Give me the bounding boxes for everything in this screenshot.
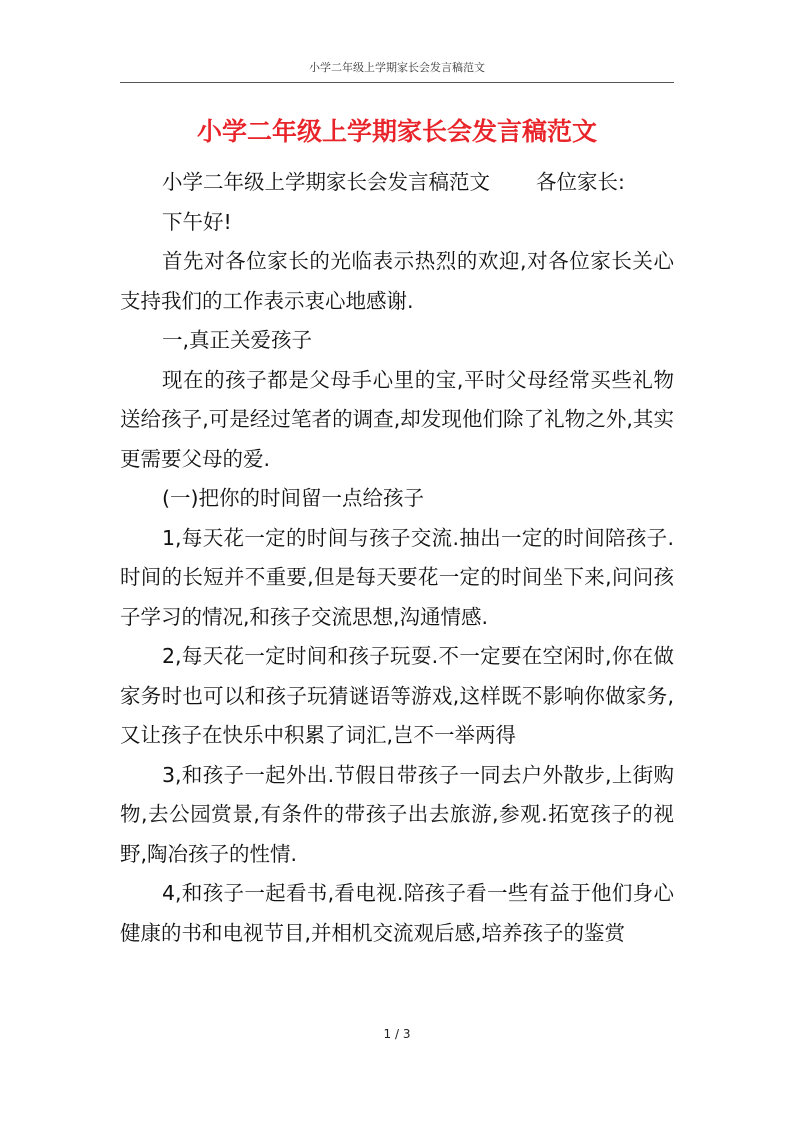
subsection-heading-time: (一)把你的时间留一点给孩子 [162,486,424,510]
document-title: 小学二年级上学期家长会发言稿范文 [196,117,597,146]
care-paragraph: 现在的孩子都是父母手心里的宝,平时父母经常买些礼物送给孩子,可是经过笔者的调查,却发现他们除了礼物之外,其实更需要父母的爱. [120,367,674,471]
header-divider [120,82,674,83]
salutation: 各位家长: [536,170,625,194]
document-body [120,163,674,953]
intro-line [120,163,674,203]
page-number: 1 / 3 [383,1027,411,1041]
running-header: 小学二年级上学期家长会发言稿范文 [309,61,485,74]
section-heading-care: 一,真正关爱孩子 [162,328,313,352]
greeting-paragraph: 下午好! [162,209,232,234]
welcome-paragraph: 首先对各位家长的光临表示热烈的欢迎,对各位家长关心支持我们的工作表示衷心地感谢. [120,249,674,313]
list-item-outing: 3,和孩子一起外出.节假日带孩子一同去户外散步,上街购物,去公园赏景,有条件的带孩子出去旅游,参观.拓宽孩子的视野,陶冶孩子的性情. [120,762,674,866]
intro-repeat-title: 小学二年级上学期家长会发言稿范文 [162,170,490,194]
list-item-communicate: 1,每天花一定的时间与孩子交流.抽出一定的时间陪孩子.时间的长短并不重要,但是每天要花一定的时间坐下来,问问孩子学习的情况,和孩子交流思想,沟通情感. [120,525,674,629]
list-item-play: 2,每天花一定时间和孩子玩耍.不一定要在空闲时,你在做家务时也可以和孩子玩猜谜语等游戏,这样既不影响你做家务,又让孩子在快乐中积累了词汇,岂不一举两得 [120,644,674,747]
list-item-reading: 4,和孩子一起看书,看电视.陪孩子看一些有益于他们身心健康的书和电视节目,并相机交流观后感,培养孩子的鉴赏 [120,881,674,945]
